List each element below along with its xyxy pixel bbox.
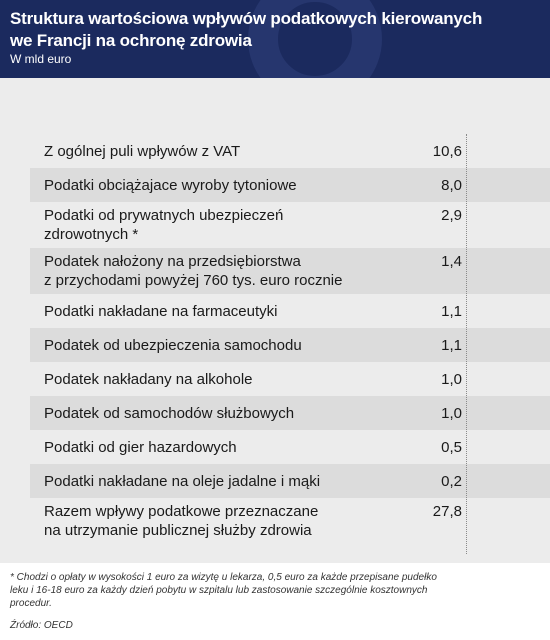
row-label-line: Razem wpływy podatkowe przeznaczane — [44, 503, 319, 520]
chart-title-line: Struktura wartościowa wpływów podatkowych kierowanych — [10, 9, 483, 28]
row-value: 0,5 — [441, 439, 462, 456]
value-divider-line — [466, 134, 467, 554]
row-value: 8,0 — [441, 177, 462, 194]
row-value: 1,1 — [441, 303, 462, 320]
row-label-line: Podatki nakładane na oleje jadalne i mąki — [44, 473, 321, 490]
row-label-line: Podatek nałożony na przedsiębiorstwa — [44, 253, 301, 270]
chart-subtitle: W mld euro — [10, 52, 72, 66]
row-label — [44, 502, 318, 540]
row-label-line: Podatki od gier hazardowych — [44, 439, 237, 456]
row-value: 10,6 — [432, 143, 462, 160]
row-label-line: Podatki nakładane na farmaceutyki — [44, 303, 278, 320]
row-label-line: Podatek nakładany na alkohole — [44, 371, 253, 388]
footnote-line: * Chodzi o opłaty w wysokości 1 euro za wizytę u lekarza, 0,5 euro za każde przepisane pudełko — [10, 572, 437, 583]
row-label-line: Podatki obciążajace wyroby tytoniowe — [44, 177, 297, 194]
row-label-line: z przychodami powyżej 760 tys. euro rocznie — [44, 272, 343, 289]
row-label — [44, 404, 294, 423]
row-label-line: Podatek od ubezpieczenia samochodu — [44, 337, 302, 354]
table-row — [30, 498, 550, 544]
row-value: 1,0 — [441, 405, 462, 422]
table-row — [30, 134, 550, 168]
source-note: Źródło: OECD — [10, 620, 73, 631]
row-label — [44, 252, 342, 290]
row-value: 1,0 — [441, 371, 462, 388]
footnote-line: procedur. — [10, 598, 52, 609]
table-row — [30, 362, 550, 396]
row-label-line: Podatki od prywatnych ubezpieczeń — [44, 207, 284, 224]
table-row — [30, 168, 550, 202]
row-label-line: na utrzymanie publicznej służby zdrowia — [44, 522, 312, 539]
row-value: 2,9 — [441, 207, 462, 224]
table-row — [30, 294, 550, 328]
row-label — [44, 142, 240, 161]
table-row — [30, 328, 550, 362]
footnote — [10, 571, 525, 610]
chart-title — [10, 8, 530, 52]
table-row — [30, 248, 550, 294]
chart-header — [0, 0, 550, 78]
row-value: 1,4 — [441, 253, 462, 270]
table-row — [30, 464, 550, 498]
row-value: 27,8 — [432, 503, 462, 520]
chart-title-line: we Francji na ochronę zdrowia — [10, 31, 252, 50]
table-row — [30, 430, 550, 464]
table-row — [30, 202, 550, 248]
row-label-line: Podatek od samochodów służbowych — [44, 405, 295, 422]
row-value: 0,2 — [441, 473, 462, 490]
row-value: 1,1 — [441, 337, 462, 354]
table-row — [30, 396, 550, 430]
row-label — [44, 438, 237, 457]
row-label — [44, 370, 253, 389]
row-label — [44, 206, 283, 244]
row-label — [44, 176, 297, 195]
data-table — [30, 134, 550, 544]
row-label — [44, 472, 320, 491]
row-label — [44, 302, 277, 321]
row-label — [44, 336, 302, 355]
row-label-line: Z ogólnej puli wpływów z VAT — [44, 143, 241, 160]
footnote-line: leku i 16-18 euro za każdy dzień pobytu w szpitalu lub zastosowanie szczególnie kosztownych — [10, 585, 428, 596]
row-label-line: zdrowotnych * — [44, 226, 139, 243]
